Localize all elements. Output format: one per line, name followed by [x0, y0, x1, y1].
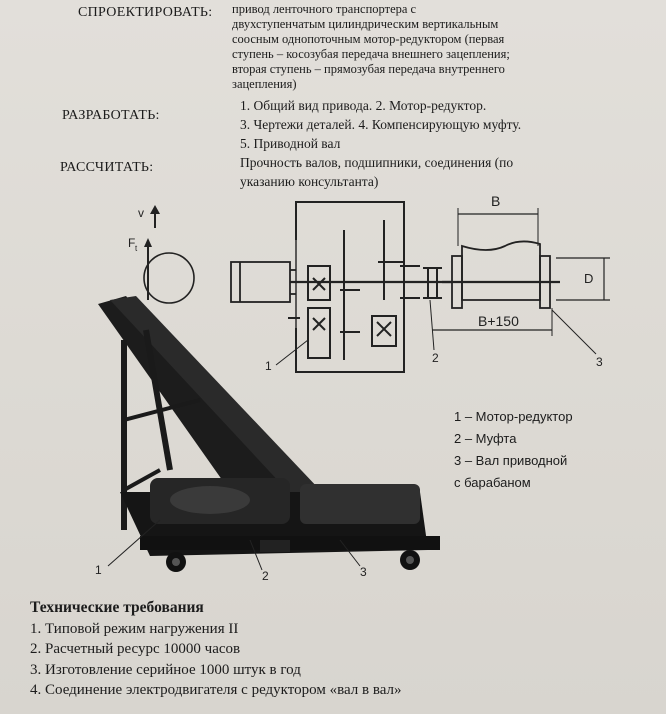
calculate-label: РАССЧИТАТЬ: — [60, 160, 154, 175]
dim-b: B — [491, 193, 501, 209]
legend — [454, 406, 573, 494]
scheme-callout-2: 2 — [432, 351, 439, 365]
dim-b150: B+150 — [478, 313, 519, 329]
legend-item-1: 1 – Мотор-редуктор — [454, 409, 573, 424]
photo-callout-1: 1 — [95, 563, 102, 577]
design-label: СПРОЕКТИРОВАТЬ: — [78, 5, 213, 20]
velocity-label: v — [138, 206, 144, 220]
develop-text: 1. Общий вид привода. 2. Мотор-редуктор. 3. Чертежи деталей. 4. Компенсирующую муфту. 5. Приводной вал — [240, 98, 522, 151]
calculate-text: Прочность валов, подшипники, соединения (по указанию консультанта) — [240, 155, 514, 189]
requirement-item: 1. Типовой режим нагружения II — [30, 620, 239, 637]
dim-d: D — [584, 271, 594, 286]
requirements-title: Технические требования — [30, 599, 204, 616]
force-subscript: t — [135, 244, 138, 253]
scheme-callout-1: 1 — [265, 359, 272, 373]
requirements — [30, 598, 401, 701]
requirement-item: 2. Расчетный ресурс 10000 часов — [30, 641, 241, 657]
photo-callout-3: 3 — [360, 565, 367, 579]
photo-callout-2: 2 — [262, 569, 269, 583]
requirement-item: 4. Соединение электродвигателя с редуктором «вал в вал» — [30, 682, 402, 698]
design-text: привод ленточного транспортера с двухступенчатым цилиндрическим вертикальным соосным однопоточным мотор-редуктором (первая ступень – косозубая передача внешнего зацепления; вторая ступень – прямозубая передача внутреннего зацепления) — [232, 2, 510, 91]
scheme-callout-3: 3 — [596, 355, 603, 369]
force-label: F — [128, 236, 136, 250]
motor-sketch — [231, 262, 296, 302]
conveyor-photo — [98, 296, 440, 572]
legend-item-3-cont: с барабаном — [454, 475, 531, 490]
drum-sketch — [144, 205, 194, 303]
legend-item-2: 2 – Муфта — [454, 431, 517, 446]
develop-label: РАЗРАБОТАТЬ: — [62, 108, 160, 123]
requirement-item: 3. Изготовление серийное 1000 штук в год — [30, 661, 301, 678]
legend-item-3: 3 – Вал приводной — [454, 453, 568, 468]
